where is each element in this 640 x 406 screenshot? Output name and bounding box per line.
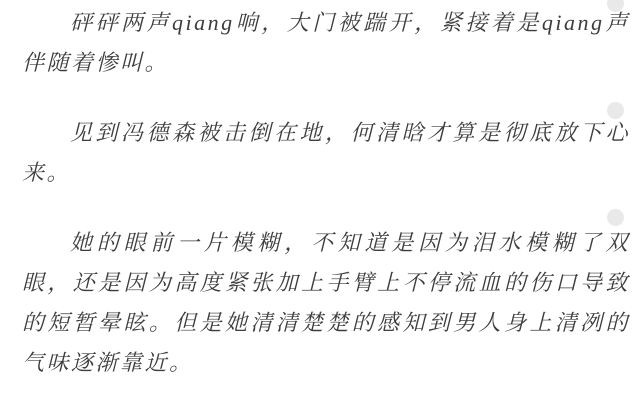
novel-paragraph: 砰砰两声qiang响，大门被踹开，紧接着是qiang声伴随着惨叫。 xyxy=(22,10,630,75)
novel-paragraph: 见到冯德森被击倒在地，何清晗才算是彻底放下心来。 xyxy=(22,120,630,185)
novel-paragraph: 她的眼前一片模糊，不知道是因为泪水模糊了双眼，还是因为高度紧张加上手臂上不停流血的伤口导致的短暂晕眩。但是她清清楚楚的感知到男人身上清冽的气味逐渐靠近。 xyxy=(22,230,630,375)
